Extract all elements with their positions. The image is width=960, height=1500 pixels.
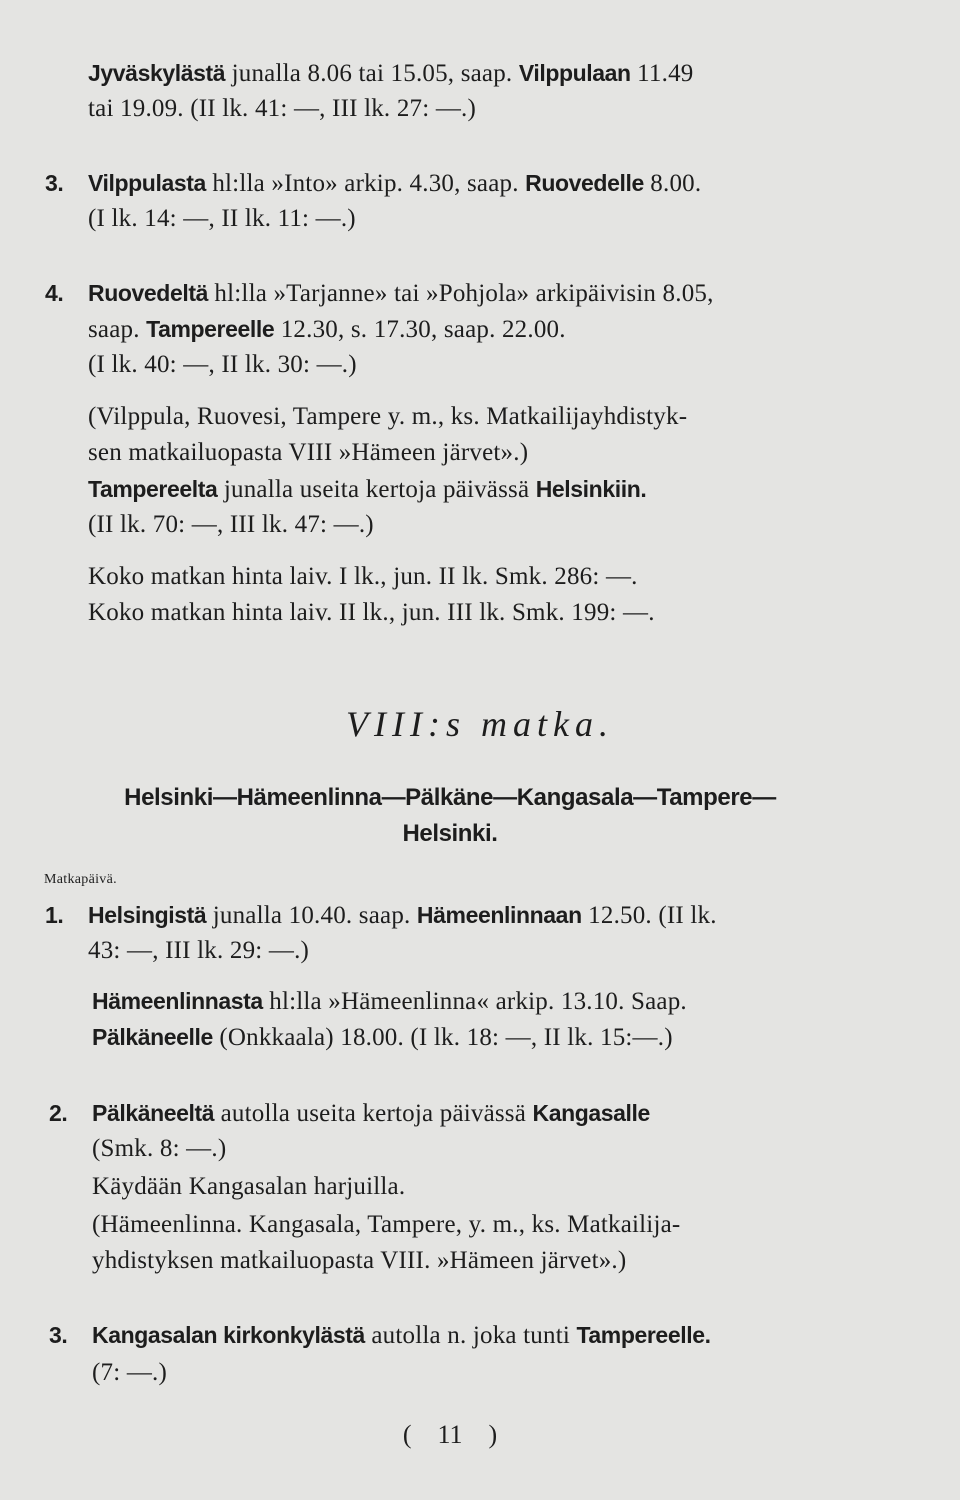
section-3-line: 3. Vilppulasta hl:lla »Into» arkip. 4.30, saap. Ruovedelle 8.00. (45, 170, 702, 197)
day-number: 2. (49, 1100, 68, 1126)
tampere-helsinki-prices: (II lk. 70: —, III lk. 47: —.) (88, 511, 374, 538)
section-4-line: 4. Ruovedeltä hl:lla »Tarjanne» tai »Pohjola» arkipäivisin 8.05, (45, 280, 714, 307)
day-2-line: 2. Pälkäneeltä autolla useita kertoja päivässä Kangasalle (49, 1100, 650, 1127)
section-4-reference-1: (Vilppula, Ruovesi, Tampere y. m., ks. Matkailijayhdistyk- (88, 403, 688, 430)
total-price-1: Koko matkan hinta laiv. I lk., jun. II lk. Smk. 286: —. (88, 563, 638, 590)
page-number: ( 11 ) (402, 1420, 498, 1449)
jyvaskyla-line: Jyväskylästä junalla 8.06 tai 15.05, saap. Vilppulaan 11.49 (88, 60, 694, 87)
route-line-1: Helsinki—Hämeenlinna—Pälkäne—Kangasala—Tampere— (124, 784, 776, 811)
day-2-reference-2: yhdistyksen matkailuopasta VIII. »Hämeen järvet».) (92, 1247, 627, 1274)
section-number: 3. (45, 170, 64, 196)
day-2-price: (Smk. 8: —.) (92, 1135, 227, 1162)
jyvaskyla-prices: tai 19.09. (II lk. 41: —, III lk. 27: —.) (88, 95, 476, 122)
section-4-arrival: saap. Tampereelle 12.30, s. 17.30, saap. 22.00. (88, 316, 566, 343)
day-2-visit: Käydään Kangasalan harjuilla. (92, 1173, 406, 1200)
page-title: VIII:s matka. (346, 704, 614, 744)
route-line-2: Helsinki. (402, 820, 498, 847)
day-3-price: (7: —.) (92, 1359, 167, 1386)
travel-day-label: Matkapäivä. (44, 872, 117, 887)
section-number: 4. (45, 280, 64, 306)
day-number: 1. (45, 902, 64, 928)
day-1-steamer-line: Hämeenlinnasta hl:lla »Hämeenlinna« arkip. 13.10. Saap. (92, 988, 687, 1015)
day-3-line: 3. Kangasalan kirkonkylästä autolla n. joka tunti Tampereelle. (49, 1322, 711, 1349)
total-price-2: Koko matkan hinta laiv. II lk., jun. III lk. Smk. 199: —. (88, 599, 655, 626)
section-4-reference-2: sen matkailuopasta VIII »Hämeen järvet».) (88, 439, 529, 466)
day-1-line: 1. Helsingistä junalla 10.40. saap. Hämeenlinnaan 12.50. (II lk. (45, 902, 717, 929)
day-2-reference-1: (Hämeenlinna. Kangasala, Tampere, y. m., ks. Matkailija- (92, 1211, 681, 1238)
tampere-helsinki-line: Tampereelta junalla useita kertoja päivässä Helsinkiin. (88, 476, 647, 503)
section-3-prices: (I lk. 14: —, II lk. 11: —.) (88, 205, 356, 232)
day-1-arrival-line: Pälkäneelle (Onkkaala) 18.00. (I lk. 18: —, II lk. 15:—.) (92, 1024, 673, 1051)
section-4-prices: (I lk. 40: —, II lk. 30: —.) (88, 351, 357, 378)
day-number: 3. (49, 1322, 68, 1348)
day-1-prices: 43: —, III lk. 29: —.) (88, 937, 310, 964)
